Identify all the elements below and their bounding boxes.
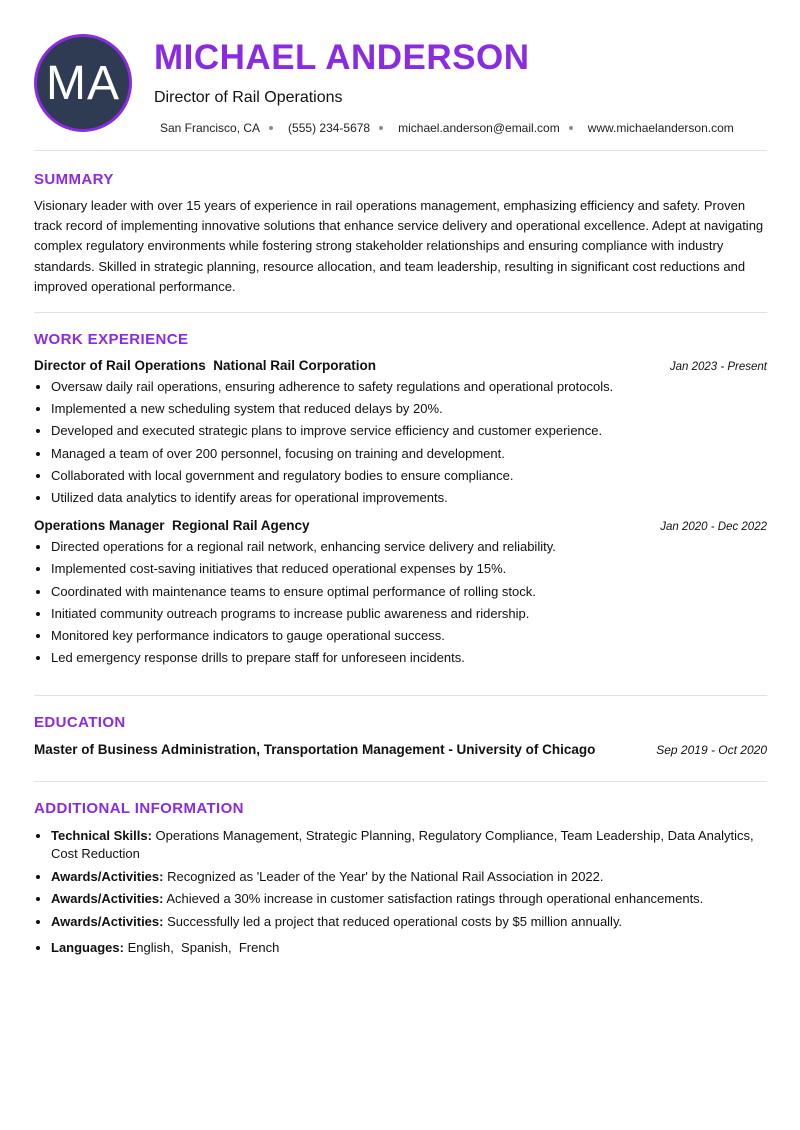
- info-text: Operations Management, Strategic Planning, Regulatory Compliance, Team Leadership, Data Analytics, Cost Reduction: [51, 828, 754, 862]
- summary-section: [34, 151, 767, 312]
- job-dates: Jan 2020 - Dec 2022: [660, 521, 767, 534]
- avatar: [34, 34, 132, 132]
- experience-section: [34, 313, 767, 685]
- separator-dot: [569, 126, 573, 130]
- info-text: English, Spanish, French: [123, 939, 280, 955]
- list-item: • Initiated community outreach programs to increase public awareness and ridership.: [51, 603, 767, 625]
- contact-phone: (555) 234-5678: [288, 121, 371, 135]
- list-item: • Coordinated with maintenance teams to ensure optimal performance of rolling stock.: [51, 581, 767, 603]
- info-text: Successfully led a project that reduced operational costs by $5 million annually.: [163, 913, 623, 929]
- list-item: [51, 827, 767, 863]
- summary-text: Visionary leader with over 15 years of experience in rail operations management, emphasizing efficiency and safety. Proven track record of implementing innovative solutions that enhance service delivery and operational excellence. Adept at navigating complex regulatory environments while fostering strong stakeholder relationships and ensuring compliance with industry standards. Skilled in strategic planning, resource allocation, and team leadership, resulting in significant cost reductions and improved operational performance.: [34, 198, 764, 294]
- contact-email[interactable]: michael.anderson@email.com: [398, 121, 560, 135]
- separator-dot: [379, 126, 383, 130]
- list-item: • Implemented cost-saving initiatives that reduced operational expenses by 15%.: [51, 558, 767, 580]
- education-degree: Master of Business Administration, Transportation Management - University of Chicago: [34, 742, 596, 758]
- contact-line: [160, 120, 734, 136]
- job-entry: [34, 358, 767, 509]
- education-dates: Sep 2019 - Oct 2020: [656, 743, 767, 758]
- additional-heading: ADDITIONAL INFORMATION: [34, 800, 244, 818]
- contact-location: San Francisco, CA: [160, 121, 261, 135]
- list-item: • Developed and executed strategic plans to improve service efficiency and customer experience.: [51, 420, 767, 442]
- job-bullets: [34, 376, 767, 509]
- list-item: • Utilized data analytics to identify areas for operational improvements.: [51, 487, 767, 509]
- job-role: Director of Rail Operations National Rail Corporation: [34, 358, 377, 374]
- info-label: Awards/Activities:: [51, 913, 164, 929]
- education-entry: [34, 742, 767, 757]
- list-item: [51, 890, 767, 908]
- job-title: Director of Rail Operations: [154, 89, 343, 106]
- summary-heading: SUMMARY: [34, 171, 114, 188]
- list-item: [51, 913, 767, 931]
- candidate-name: MICHAEL ANDERSON: [154, 38, 530, 77]
- job-bullets: [34, 536, 767, 669]
- job-dates: Jan 2023 - Present: [669, 361, 767, 374]
- job-header: [34, 518, 767, 533]
- list-item: • Managed a team of over 200 personnel, focusing on training and development.: [51, 443, 767, 465]
- education-heading: EDUCATION: [34, 714, 126, 732]
- info-label: Languages:: [51, 939, 124, 955]
- info-text: Achieved a 30% increase in customer satisfaction ratings through operational enhancements.: [163, 891, 704, 907]
- list-item: • Directed operations for a regional rail network, enhancing service delivery and reliability.: [51, 536, 767, 558]
- list-item: [51, 868, 767, 886]
- list-item: • Oversaw daily rail operations, ensuring adherence to safety regulations and operational protocols.: [51, 376, 767, 398]
- separator-dot: [269, 126, 273, 130]
- additional-section: [34, 782, 767, 956]
- contact-website[interactable]: www.michaelanderson.com: [587, 121, 734, 135]
- list-item: [51, 939, 767, 957]
- list-item: • Implemented a new scheduling system that reduced delays by 20%.: [51, 398, 767, 420]
- job-role: Operations Manager Regional Rail Agency: [34, 518, 310, 534]
- avatar-initials: MA: [46, 56, 120, 110]
- resume-header: [34, 0, 767, 150]
- education-section: [34, 696, 767, 781]
- info-label: Awards/Activities:: [51, 891, 164, 907]
- additional-list: [34, 827, 767, 956]
- job-header: [34, 358, 767, 373]
- info-label: Technical Skills:: [51, 828, 152, 844]
- job-entry: [34, 518, 767, 669]
- list-item: • Monitored key performance indicators to gauge operational success.: [51, 625, 767, 647]
- experience-heading: WORK EXPERIENCE: [34, 331, 189, 349]
- list-item: • Collaborated with local government and regulatory bodies to ensure compliance.: [51, 465, 767, 487]
- info-text: Recognized as 'Leader of the Year' by the National Rail Association in 2022.: [163, 868, 604, 884]
- info-label: Awards/Activities:: [51, 868, 164, 884]
- list-item: • Led emergency response drills to prepare staff for unforeseen incidents.: [51, 647, 767, 669]
